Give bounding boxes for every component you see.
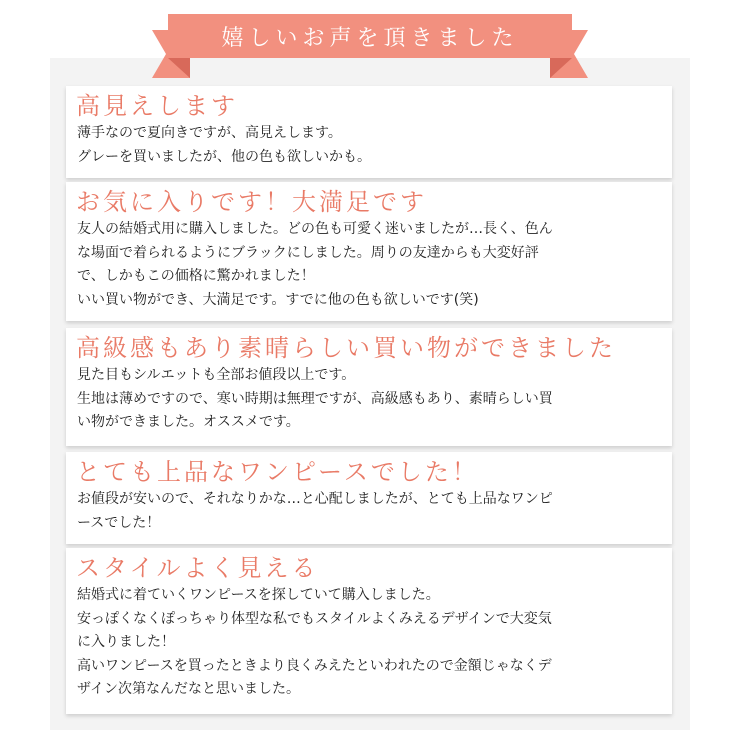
review-title: 高見えします (76, 92, 238, 120)
review-line: いい買い物ができ、大満足です。すでに他の色も欲しいです(笑) (77, 291, 479, 308)
review-line: に入りました！ (77, 634, 175, 650)
review-line: 薄手なので夏向きですが、高見えします。 (77, 125, 342, 141)
review-line: 安っぽくなくぽっちゃり体型な私でもスタイルよくみえるデザインで大変気 (77, 610, 552, 627)
review-line: グレーを買いましたが、他の色も欲しいかも。 (77, 148, 371, 165)
review-line: い物ができました。オススメです。 (77, 414, 300, 430)
review-line: ースでした！ (77, 514, 161, 531)
review-line: 友人の結婚式用に購入しました。どの色も可愛く迷いましたが…長く、色ん (77, 221, 553, 237)
review-body (76, 218, 662, 312)
review-card-1 (66, 86, 672, 178)
review-title: 高級感もあり素晴らしい買い物ができました (76, 334, 616, 362)
review-body (76, 364, 662, 435)
review-title: スタイルよく見える (76, 554, 319, 582)
review-title: とても上品なワンピースでした！ (76, 458, 479, 486)
review-line: 生地は薄めですので、寒い時期は無理ですが、高級感もあり、素晴らしい買 (77, 390, 553, 407)
review-title: お気に入りです！大満足です (76, 188, 427, 216)
review-line: 見た目もシルエットも全部お値段以上です。 (77, 367, 356, 383)
review-body (76, 488, 662, 535)
banner-title: 嬉しいお声を頂きました (221, 25, 519, 51)
review-card-2 (66, 182, 672, 321)
review-body (76, 584, 662, 702)
review-card-5 (66, 548, 672, 714)
review-card-4 (66, 452, 672, 544)
review-body (76, 122, 662, 169)
review-line: 結婚式に着ていくワンピースを探していて購入しました。 (77, 587, 440, 603)
review-line: で、しかもこの価格に驚かれました！ (77, 268, 315, 284)
review-line: お値段が安いので、それなりかな…と心配しましたが、とても上品なワンピ (77, 491, 553, 507)
review-line: ザイン次第なんだなと思いました。 (77, 681, 301, 697)
review-card-3 (66, 328, 672, 446)
review-line: 高いワンピースを買ったときより良くみえたといわれたので金額じゃなくデ (77, 657, 552, 674)
review-line: な場面で着られるようにブラックにしました。周りの友達からも大変好評 (77, 244, 539, 261)
